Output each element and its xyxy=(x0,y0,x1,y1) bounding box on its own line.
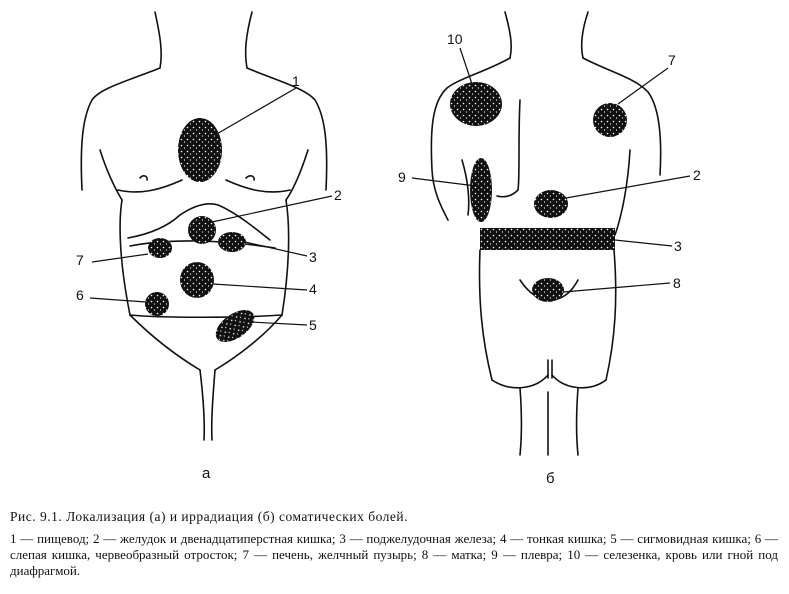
back-label-9: 9 xyxy=(398,169,406,185)
front-label-5: 5 xyxy=(309,317,317,333)
back-label-3: 3 xyxy=(674,238,682,254)
front-label-4: 4 xyxy=(309,281,317,297)
zone-3-pancreas xyxy=(218,232,246,252)
front-label-1: 1 xyxy=(292,73,300,89)
zone-10-spleen xyxy=(450,82,502,126)
front-label-3: 3 xyxy=(309,249,317,265)
zone-1-esophagus xyxy=(178,118,222,182)
front-label-6: 6 xyxy=(76,287,84,303)
zone-9-pleura xyxy=(470,158,492,222)
zone-7-liver xyxy=(148,238,172,258)
figure-caption-legend: 1 — пищевод; 2 — желудок и двенадцатиперстная кишка; 3 — поджелудочная железа; 4 — тонкая кишка; 5 — сигмовидная кишка; 6 — слепая кишка, червеобразный отросток; 7 — печень, желчный пузырь; 8 — матка; 9 — плевра; 10 — селезенка, кровь или гной под диафрагмой. xyxy=(10,531,778,578)
zone-6-cecum xyxy=(145,292,169,316)
zone-5-sigmoid xyxy=(210,304,260,349)
back-label-8: 8 xyxy=(673,275,681,291)
zone-7-liver-back xyxy=(593,103,627,137)
back-sublabel: б xyxy=(546,470,555,487)
zone-8-uterus xyxy=(532,278,564,302)
front-label-2: 2 xyxy=(334,187,342,203)
front-label-7: 7 xyxy=(76,252,84,268)
zone-2-stomach-back xyxy=(534,190,568,218)
zone-3-pancreas-band xyxy=(480,228,615,250)
figure-caption-title: Рис. 9.1. Локализация (а) и иррадиация (б) соматических болей. xyxy=(10,509,408,524)
front-pain-zones xyxy=(145,118,260,348)
back-label-2: 2 xyxy=(693,167,701,183)
back-label-10: 10 xyxy=(447,31,463,47)
back-label-7: 7 xyxy=(668,52,676,68)
front-sublabel: а xyxy=(202,465,211,482)
zone-2-stomach xyxy=(188,216,216,244)
zone-4-small-intestine xyxy=(180,262,214,298)
